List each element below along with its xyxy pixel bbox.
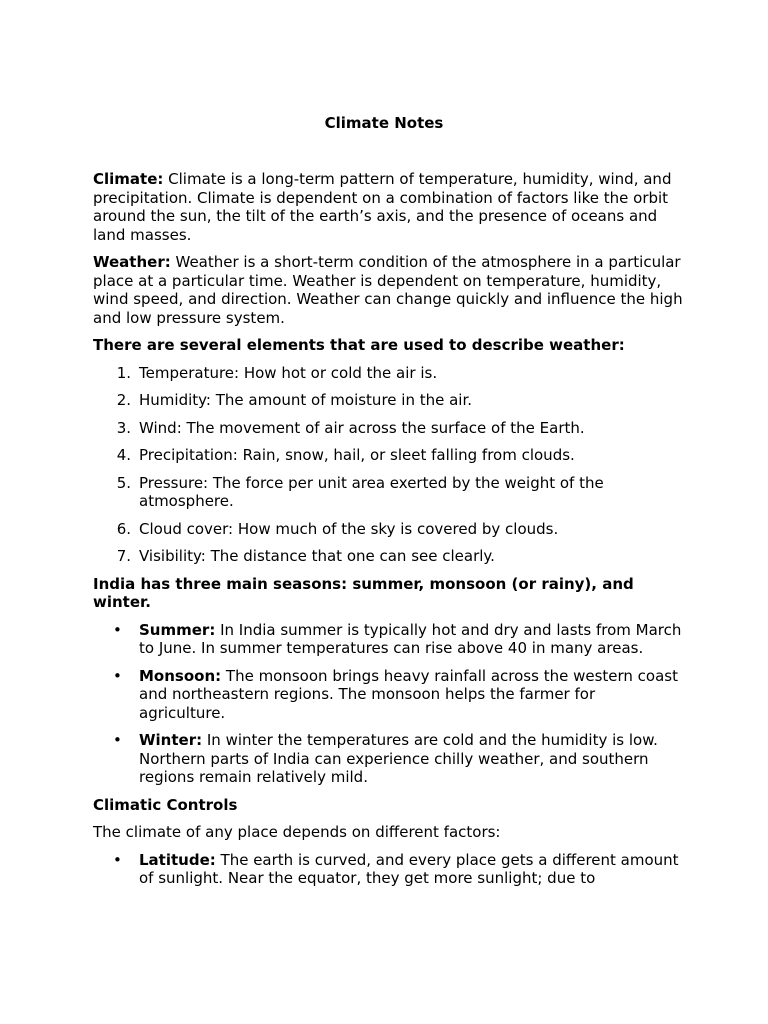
climate-paragraph bbox=[93, 170, 683, 244]
list-number: 5. bbox=[116, 473, 131, 492]
list-item-text: Temperature: How hot or cold the air is. bbox=[139, 363, 438, 382]
seasons-heading: India has three main seasons: summer, monsoon (or rainy), and winter. bbox=[93, 574, 634, 611]
list-number: 4. bbox=[116, 446, 131, 464]
list-item bbox=[93, 547, 683, 566]
list-item-text: Humidity: The amount of moisture in the air. bbox=[139, 391, 473, 409]
weather-paragraph bbox=[93, 253, 683, 327]
climate-label: Climate: bbox=[93, 170, 164, 188]
list-item bbox=[93, 474, 683, 511]
list-item-text: Pressure: The force per unit area exerted by the weight of the atmosphere. bbox=[139, 473, 604, 510]
list-item bbox=[93, 731, 683, 787]
bullet-icon: • bbox=[113, 620, 122, 639]
control-text: The earth is curved, and every place gets a different amount of sunlight. Near the equator, they get more sunlight; due to bbox=[139, 850, 679, 887]
controls-list bbox=[93, 851, 683, 888]
list-number: 6. bbox=[116, 519, 131, 538]
list-item-text: Visibility: The distance that one can see clearly. bbox=[139, 547, 495, 565]
list-item bbox=[93, 446, 683, 465]
season-text: In India summer is typically hot and dry and lasts from March to June. In summer temperatures can rise above 40 in many areas. bbox=[139, 620, 682, 657]
weather-text: Weather is a short-term condition of the atmosphere in a particular place at a particular time. Weather is dependent on temperature, humidity, wind speed, and direction. Weather can change quickly and influence the high and low pressure system. bbox=[93, 253, 683, 327]
list-item bbox=[93, 621, 683, 658]
weather-elements-list bbox=[93, 364, 683, 566]
list-number: 7. bbox=[116, 547, 131, 565]
list-number: 2. bbox=[116, 391, 131, 409]
controls-heading: Climatic Controls bbox=[93, 795, 238, 814]
list-item-text: Precipitation: Rain, snow, hail, or sleet falling from clouds. bbox=[139, 446, 575, 464]
season-text: In winter the temperatures are cold and the humidity is low. Northern parts of India can experience chilly weather, and southern regions remain relatively mild. bbox=[139, 731, 658, 786]
list-item bbox=[93, 667, 683, 723]
weather-label: Weather: bbox=[93, 253, 171, 271]
list-number: 3. bbox=[116, 418, 131, 437]
bullet-icon: • bbox=[113, 666, 122, 685]
season-label: Summer: bbox=[139, 620, 216, 639]
bullet-icon: • bbox=[113, 850, 122, 869]
climate-text: Climate is a long-term pattern of temperature, humidity, wind, and precipitation. Climate is dependent on a combination of factors like the orbit around the sun, the tilt of the earth’s axis, and the presence of oceans and land masses. bbox=[93, 170, 672, 244]
list-item bbox=[93, 851, 683, 888]
elements-heading: There are several elements that are used to describe weather: bbox=[93, 336, 625, 354]
list-item bbox=[93, 391, 683, 410]
list-item-text: Cloud cover: How much of the sky is covered by clouds. bbox=[139, 519, 559, 538]
controls-intro: The climate of any place depends on different factors: bbox=[93, 823, 501, 841]
list-item bbox=[93, 364, 683, 383]
control-label: Latitude: bbox=[139, 850, 216, 869]
list-item bbox=[93, 520, 683, 539]
document-body bbox=[93, 170, 683, 897]
seasons-list bbox=[93, 621, 683, 787]
bullet-icon: • bbox=[113, 731, 122, 749]
season-label: Monsoon: bbox=[139, 666, 222, 685]
season-text: The monsoon brings heavy rainfall across the western coast and northeastern regions. The monsoon helps the farmer for agriculture. bbox=[139, 666, 678, 722]
list-number: 1. bbox=[116, 363, 131, 382]
page-title: Climate Notes bbox=[324, 114, 444, 132]
list-item bbox=[93, 419, 683, 438]
season-label: Winter: bbox=[139, 731, 203, 749]
list-item-text: Wind: The movement of air across the surface of the Earth. bbox=[139, 418, 585, 437]
